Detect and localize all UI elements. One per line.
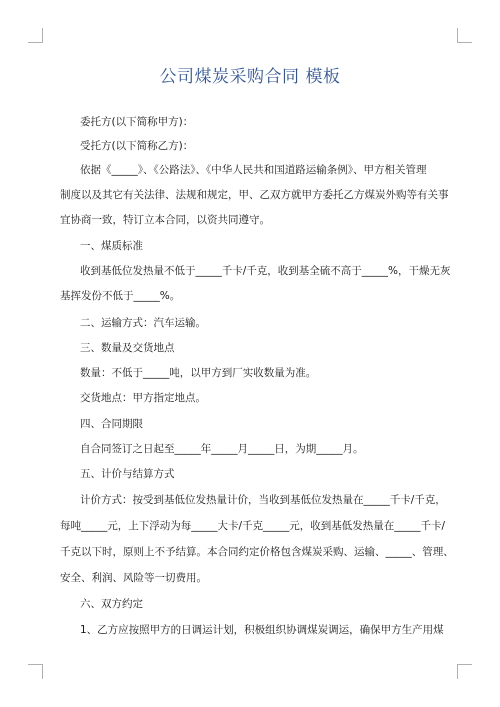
party-b-line: 受托方(以下简称乙方)： [80,140,194,152]
section-5-heading: 五、计价与结算方式 [80,468,175,480]
corner-mark-top-right [457,28,472,43]
section-3-heading: 三、数量及交货地点 [80,342,175,354]
section-2-heading: 二、运输方式：汽车运输。 [80,317,206,329]
section-3-place: 交货地点：甲方指定地点。 [80,392,206,404]
section-5-line-4: 安全、利润、风险等一切费用。 [60,572,207,584]
section-1-line-1: 收到基低位发热量不低于_____千卡/千克，收到基全硫不高于_____%，干燥无灰 [80,265,451,277]
section-3-quantity: 数量：不低于_____吨，以甲方到厂实收数量为准。 [80,367,317,379]
section-4-line: 自合同签订之日起至_____年_____月_____日，为期_____月。 [80,443,364,455]
section-1-line-2: 基挥发份不低于_____%。 [60,290,181,302]
section-6-heading: 六、双方约定 [80,598,143,610]
document-title: 公司煤炭采购合同 模板 [159,67,341,87]
section-5-line-1: 计价方式：按受到基低位发热量计价，当收到基低位发热量在_____千卡/千克， [80,494,446,506]
section-4-heading: 四、合同期限 [80,418,143,430]
intro-line-1: 依据《_____》、《公路法》、《中华人民共和国道路运输条例》、甲方相关管理 [80,164,427,176]
corner-mark-top-left [28,28,43,43]
intro-line-2: 制度以及其它有关法律、法规和规定，甲、乙双方就甲方委托乙方煤炭外购等有关事 [60,189,449,201]
intro-line-3: 宜协商一致，特订立本合同，以资共同遵守。 [60,214,270,226]
corner-mark-bottom-left [28,664,43,679]
party-a-line: 委托方(以下简称甲方)： [80,116,194,128]
section-5-line-3: 千克以下时，原则上不予结算。本合同约定价格包含煤炭采购、运输、_____、管理、 [60,546,454,558]
section-6-line-1: 1、乙方应按照甲方的日调运计划，积极组织协调煤炭调运，确保甲方生产用煤 [80,624,444,636]
section-5-line-2: 每吨_____元，上下浮动为每_____大卡/千克_____元，收到基低发热量在_____千卡/ [60,520,446,532]
section-1-heading: 一、煤质标准 [80,240,143,252]
corner-mark-bottom-right [457,664,472,679]
